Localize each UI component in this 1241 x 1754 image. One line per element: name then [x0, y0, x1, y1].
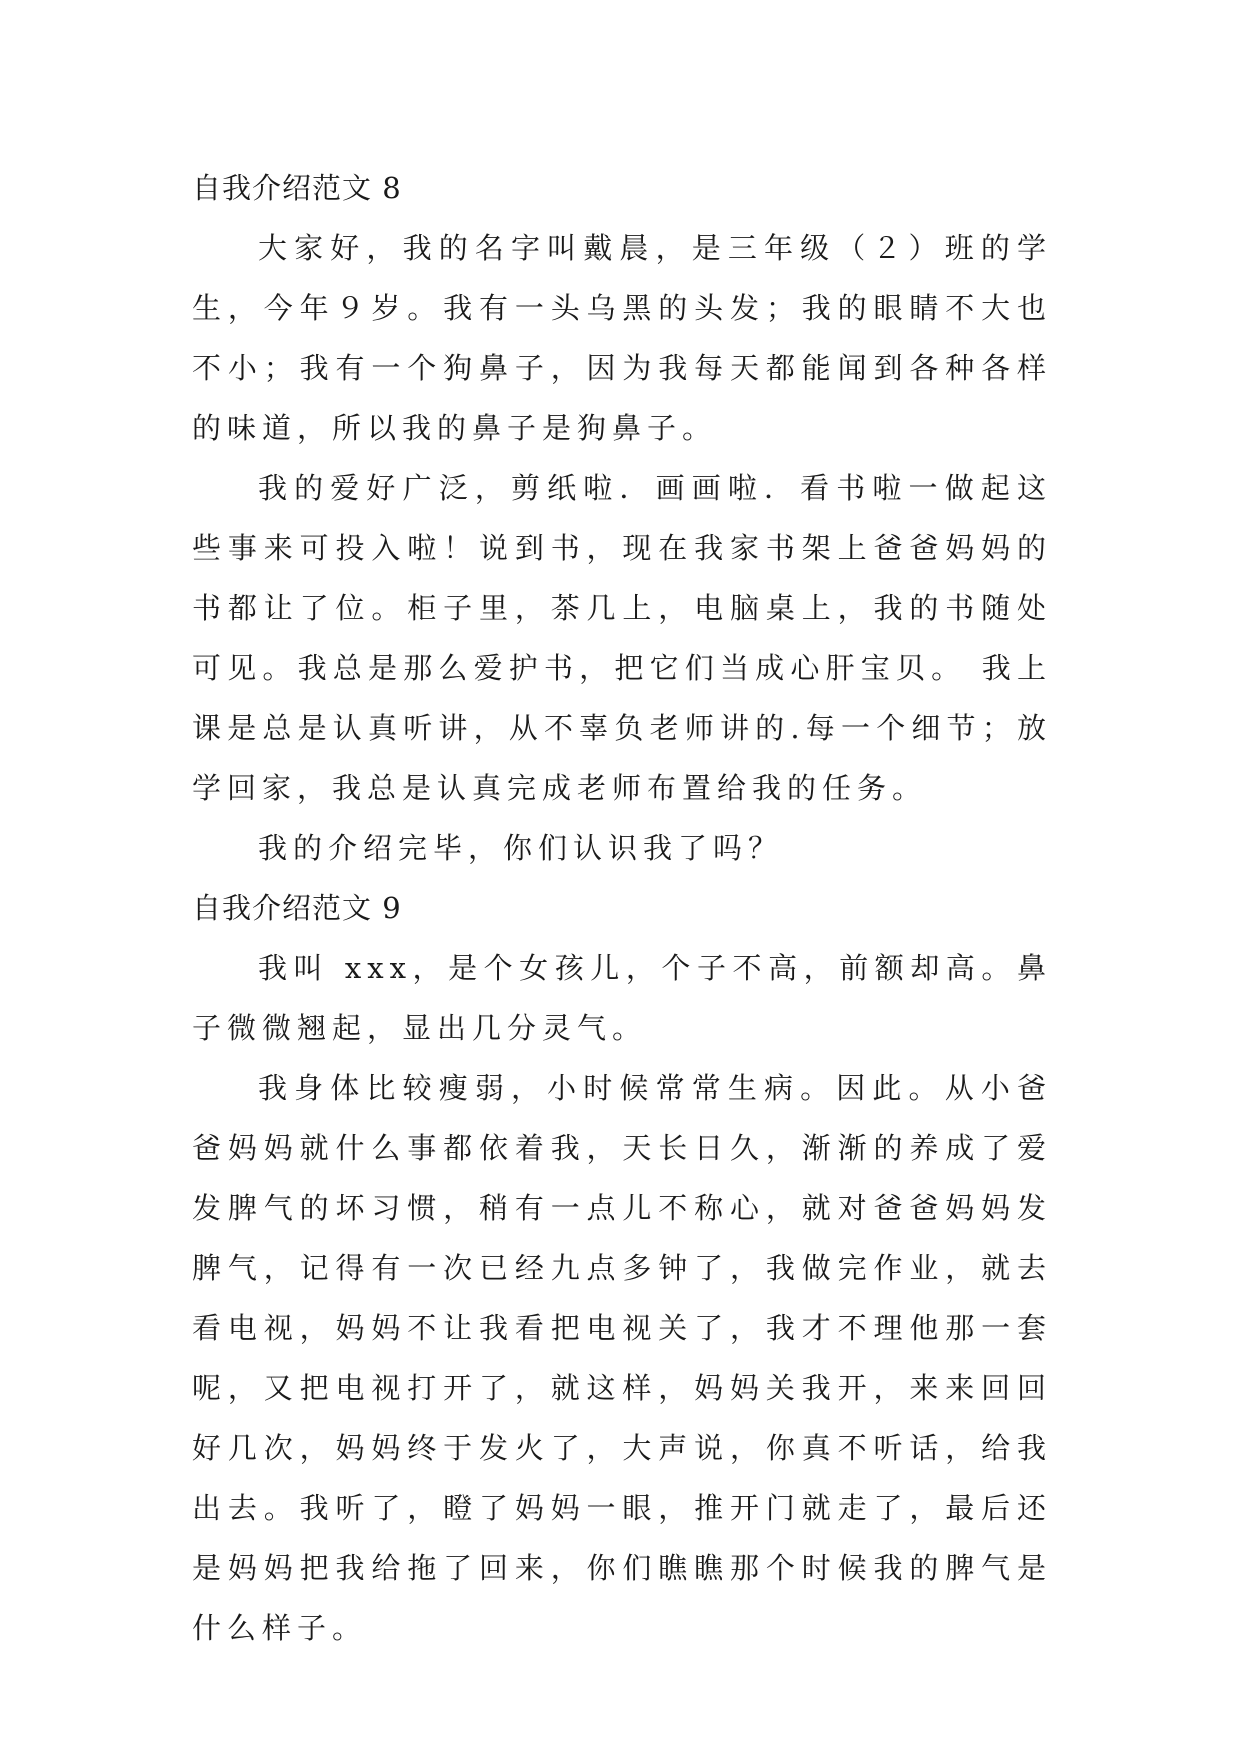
paragraph: 我叫 xxx，是个女孩儿，个子不高，前额却高。鼻子微微翘起，显出几分灵气。: [192, 951, 1052, 1045]
section-essay-9: [192, 878, 1052, 1658]
paragraph: 大家好，我的名字叫戴晨，是三年级（２）班的学生，今年９岁。我有一头乌黑的头发；我的眼睛不大也不小；我有一个狗鼻子，因为我每天都能闻到各种各样的味道，所以我的鼻子是狗鼻子。: [192, 231, 1052, 445]
section-heading: 自我介绍范文 9: [192, 891, 402, 925]
document-body: [192, 158, 1052, 1658]
section-essay-8: [192, 158, 1052, 878]
paragraph: 我身体比较瘦弱，小时候常常生病。因此。从小爸爸妈妈就什么事都依着我，天长日久，渐渐的养成了爱发脾气的坏习惯，稍有一点儿不称心，就对爸爸妈妈发脾气，记得有一次已经九点多钟了，我做完作业，就去看电视，妈妈不让我看把电视关了，我才不理他那一套呢，又把电视打开了，就这样，妈妈关我开，来来回回好几次，妈妈终于发火了，大声说，你真不听话，给我出去。我听了，瞪了妈妈一眼，推开门就走了，最后还是妈妈把我给拖了回来，你们瞧瞧那个时候我的脾气是什么样子。: [192, 1071, 1052, 1645]
paragraph: 我的介绍完毕，你们认识我了吗？: [258, 831, 784, 865]
section-heading: 自我介绍范文 8: [192, 171, 402, 205]
paragraph: 我的爱好广泛，剪纸啦．画画啦．看书啦一做起这些事来可投入啦！说到书，现在我家书架上爸爸妈妈的书都让了位。柜子里，茶几上，电脑桌上，我的书随处可见。我总是那么爱护书，把它们当成心肝宝贝。 我上课是总是认真听讲，从不辜负老师讲的.每一个细节；放学回家，我总是认真完成老师布置给我的任务。: [192, 471, 1052, 805]
